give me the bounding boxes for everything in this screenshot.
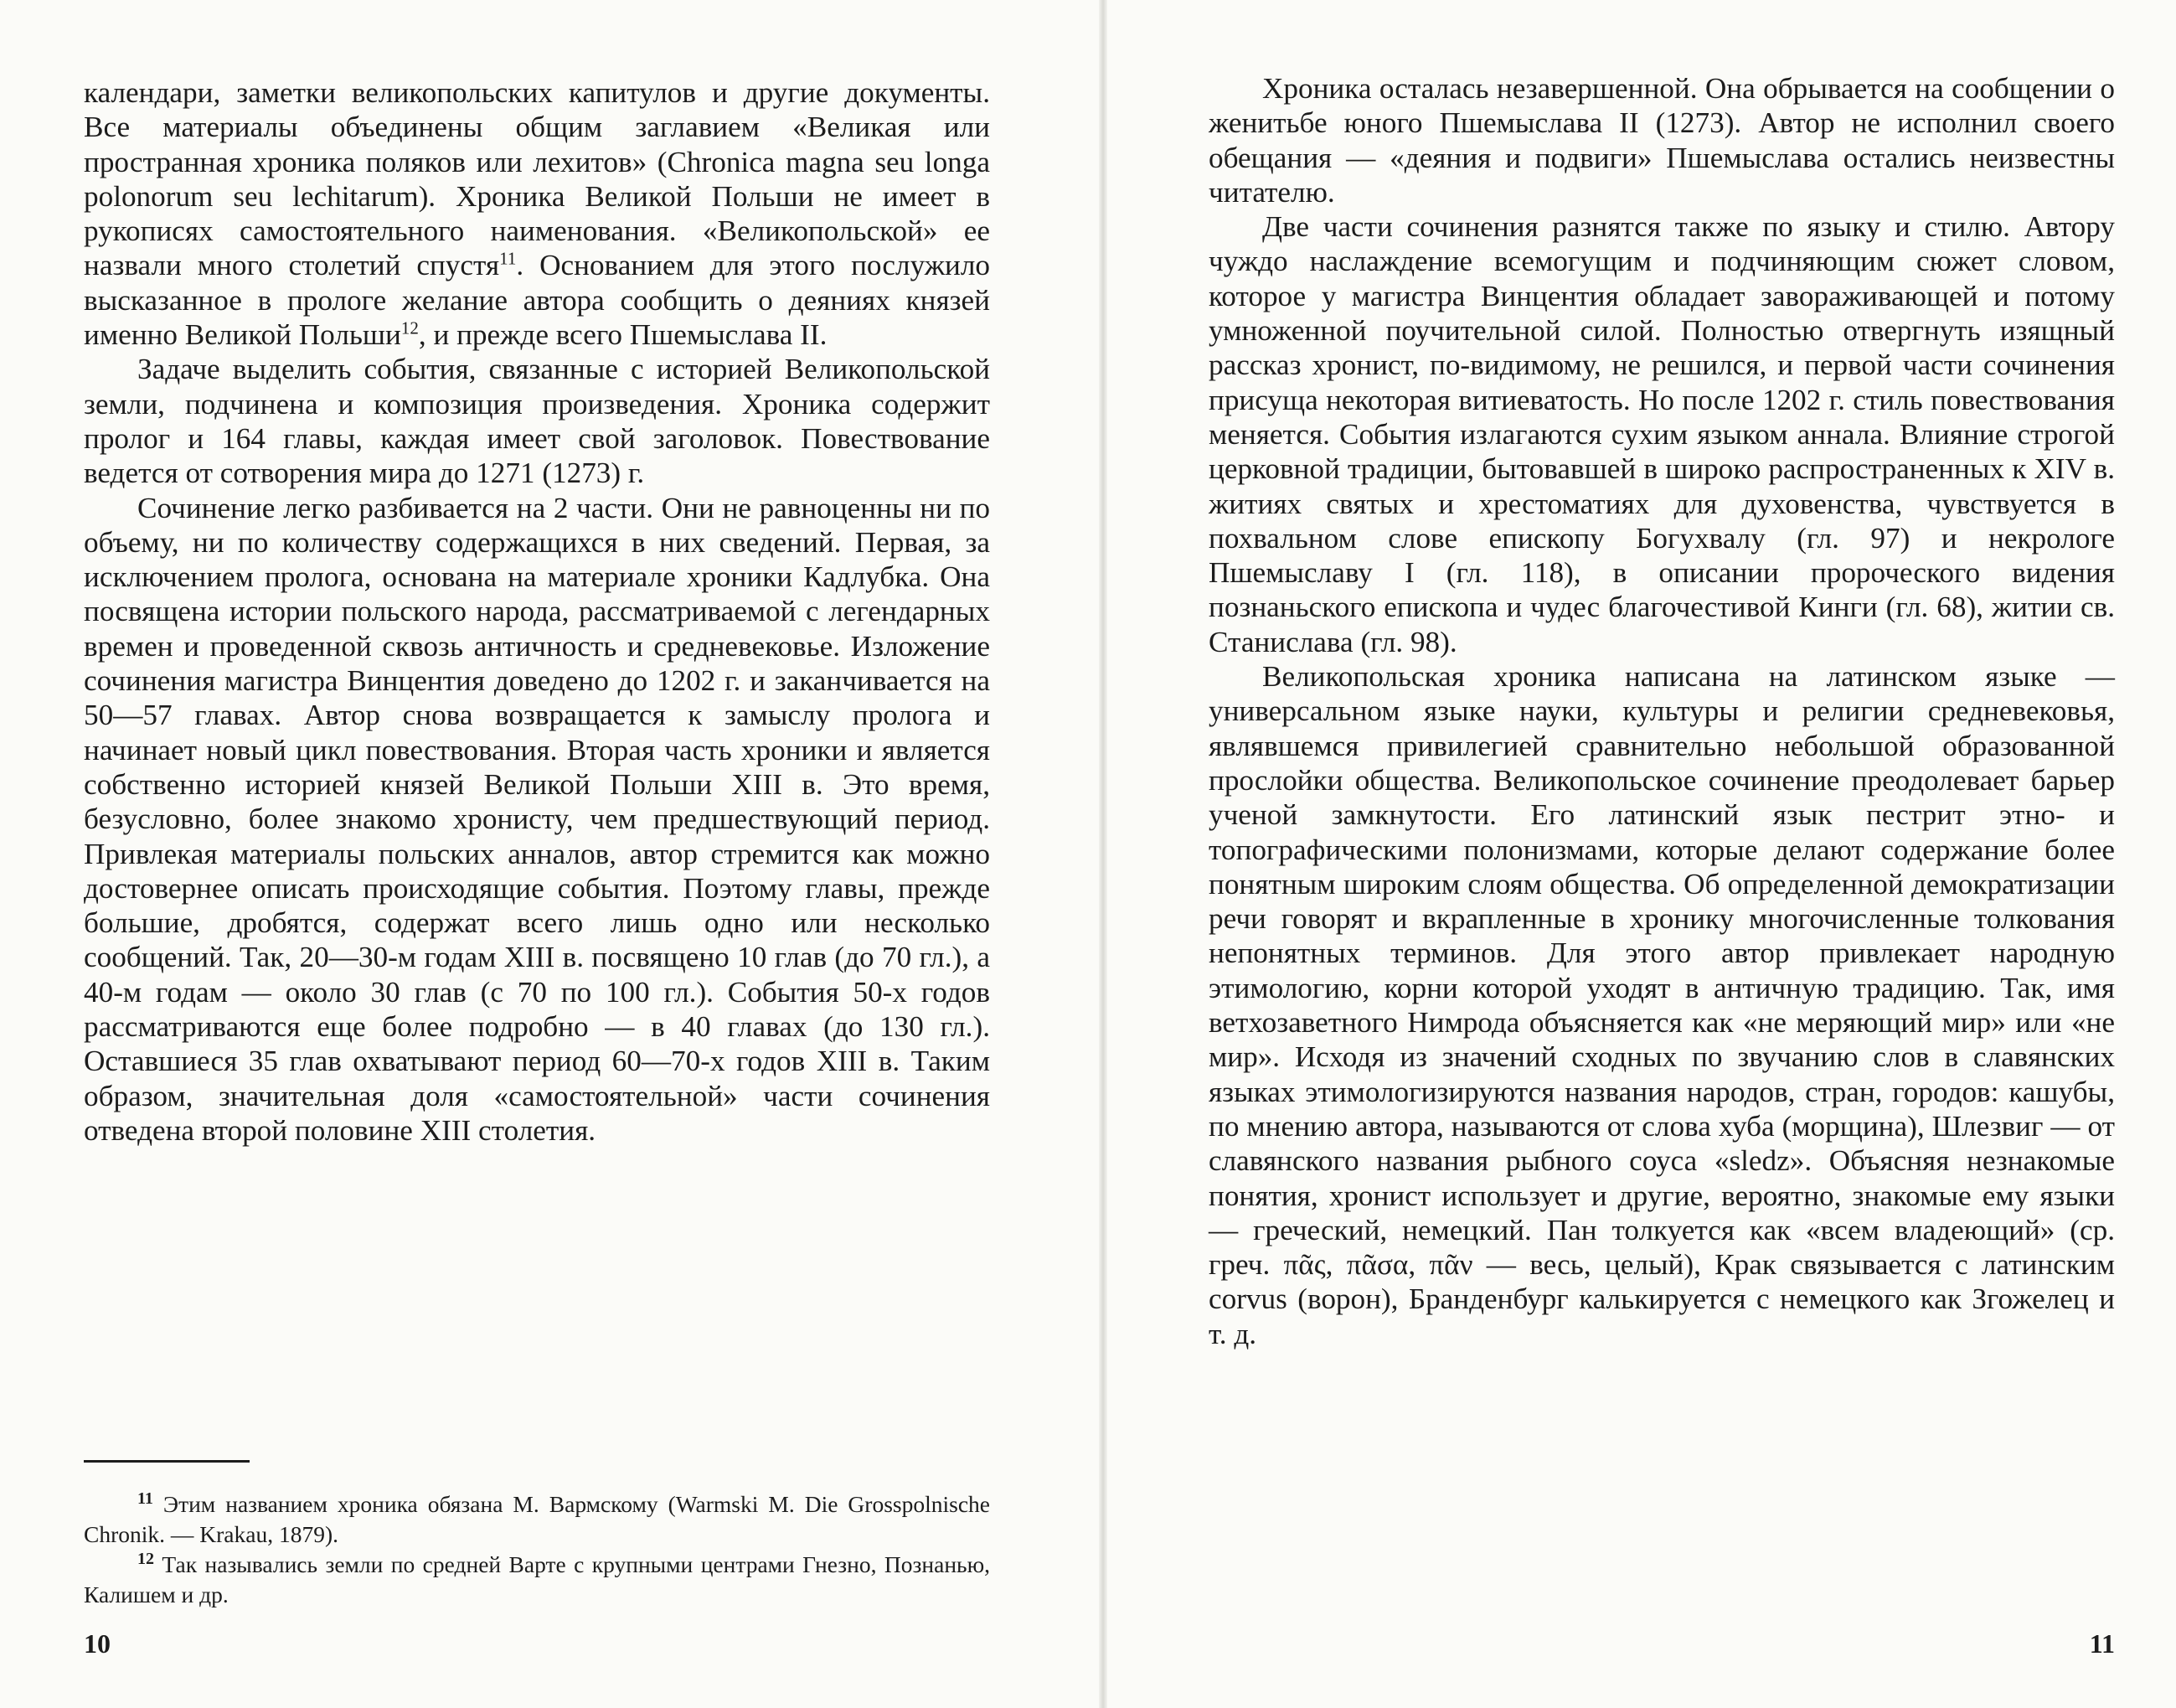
- book-gutter: [1099, 0, 1107, 1708]
- footnote-12: $^{12}$ Так назывались земли по средней Варте с крупными центрами Гнезно, Познанью, Калишем и др.: [84, 1549, 990, 1607]
- body-paragraph: Хроника осталась незавершенной. Она обрывается на сообщении о женитьбе юного Пшемыслава II (1273). Автор не исполнил своего обещания — «деяния и подвиги» Пшемыслава остались неизвестны читателю.: [1209, 72, 2115, 209]
- body-paragraph: Задаче выделить события, связанные с историей Великопольской земли, подчинена и композиция произведения. Хроника содержит пролог и 164 главы, каждая имеет свой заголовок. Повествование ведется от сотворения мира до 1271 (1273) г.: [84, 353, 990, 490]
- body-paragraph: календари, заметки великопольских капитулов и другие документы. Все материалы объединены общим заглавием «Великая или пространная хроника поляков или лехитов» (Chronica magna seu longa polonorum seu lechitarum). Хроника Великой Польши не имеет в рукописях самостоятельного наименования. «Великопольской» ее назвали много столетий спустя$^{11}$. Основанием для этого послужило высказанное в прологе желание автора сообщить о деяниях князей именно Великой Польши$^{12}$, и прежде всего Пшемыслава II.: [84, 76, 990, 352]
- footnote-ref-12: 12: [400, 317, 419, 338]
- body-paragraph: Сочинение легко разбивается на 2 части. Они не равноценны ни по объему, ни по количеству содержащихся в них сведений. Первая, за исключением пролога, основана на материале хроники Кадлубка. Она посвящена истории польского народа, рассматриваемой с легендарных времен и проведенной сквозь античность и средневековье. Изложение сочинения магистра Винцентия доведено до 1202 г. и заканчивается на 50—57 главах. Автор снова возвращается к замыслу пролога и начинает новый цикл повествования. Вторая часть хроники и является собственно историей князей Великой Польши XIII в. Это время, безусловно, более знакомо хронисту, чем предшествующий период. Привлекая материалы польских анналов, автор стремится как можно достовернее описать происходящие события. Поэтому главы, прежде большие, дробятся, содержат всего лишь одно или несколько сообщений. Так, 20—30-м годам XIII в. посвящено 10 глав (до 70 гл.), а 40-м годам — около 30 глав (с 70 по 100 гл.). События 50-х годов рассматриваются еще более подробно — в 40 главах (до 130 гл.). Оставшиеся 35 глав охватывают период 60—70-х годов XIII в. Таким образом, значительная доля «самостоятельной» части сочинения отведена второй половине XIII столетия.: [84, 491, 990, 1147]
- right-page-body: [1209, 71, 2115, 1351]
- left-page: [84, 0, 990, 1708]
- page-number-right: 11: [2089, 1628, 2115, 1659]
- left-page-body: [84, 75, 990, 1148]
- footnote-11: $^{11}$ Этим названием хроника обязана М. Вармскому (Warmski M. Die Grosspolnische Chronik. — Krakau, 1879).: [84, 1489, 990, 1547]
- body-paragraph: Великопольская хроника написана на латинском языке — универсальном языке науки, культуры и религии средневековья, являвшемся привилегией сравнительно небольшой образованной прослойки общества. Великопольское сочинение преодолевает барьер ученой замкнутости. Его латинский язык пестрит этно- и топографическими полонизмами, которые делают содержание более понятным широким слоям общества. Об определенной демократизации речи говорят и вкрапленные в хронику многочисленные толкования непонятных терминов. Для этого автор привлекает народную этимологию, корни которой уходят в античную традицию. Так, имя ветхозаветного Нимрода объясняется как «не меряющий мир» или «не мир». Исходя из значений сходных по звучанию слов в славянских языках этимологизируются названия народов, стран, городов: кашубы, по мнению автора, называются от слова хуба (морщина), Шлезвиг — от славянского названия рыбного соуса «sledz». Объясняя незнакомые понятия, хронист использует и другие, вероятно, знакомые ему языки — греческий, немецкий. Пан толкуется как «всем владеющий» (ср. греч. πᾶς, πᾶσα, πᾶν — весь, целый), Крак связывается с латинским corvus (ворон), Бранденбург калькируется с немецкого как Згожелец и т. д.: [1209, 660, 2115, 1350]
- page-number-left: 10: [84, 1628, 111, 1659]
- footnotes: [84, 1489, 990, 1610]
- footnote-separator: [84, 1460, 250, 1463]
- footnote-ref-11: 11: [499, 248, 517, 269]
- right-page: [1209, 0, 2115, 1708]
- body-paragraph: Две части сочинения разнятся также по языку и стилю. Автору чуждо наслаждение всемогущим и подчиняющим сюжет словом, которое у магистра Винцентия обладает завораживающей и потому умноженной поучительной силой. Полностью отвергнуть изящный рассказ хронист, по-видимому, не решился, и первой части сочинения присуща некоторая витиеватость. Но после 1202 г. стиль повествования меняется. События излагаются сухим языком анналa. Влияние строгой церковной традиции, бытовавшей в широко распространенных к XIV в. житиях святых и хрестоматиях для духовенства, чувствуется в похвальном слове епископу Богухвалу (гл. 97) и некрологе Пшемыславу I (гл. 118), в описании пророческого видения познаньского епископа и чудес благочестивой Кинги (гл. 68), житии св. Станислава (гл. 98).: [1209, 210, 2115, 658]
